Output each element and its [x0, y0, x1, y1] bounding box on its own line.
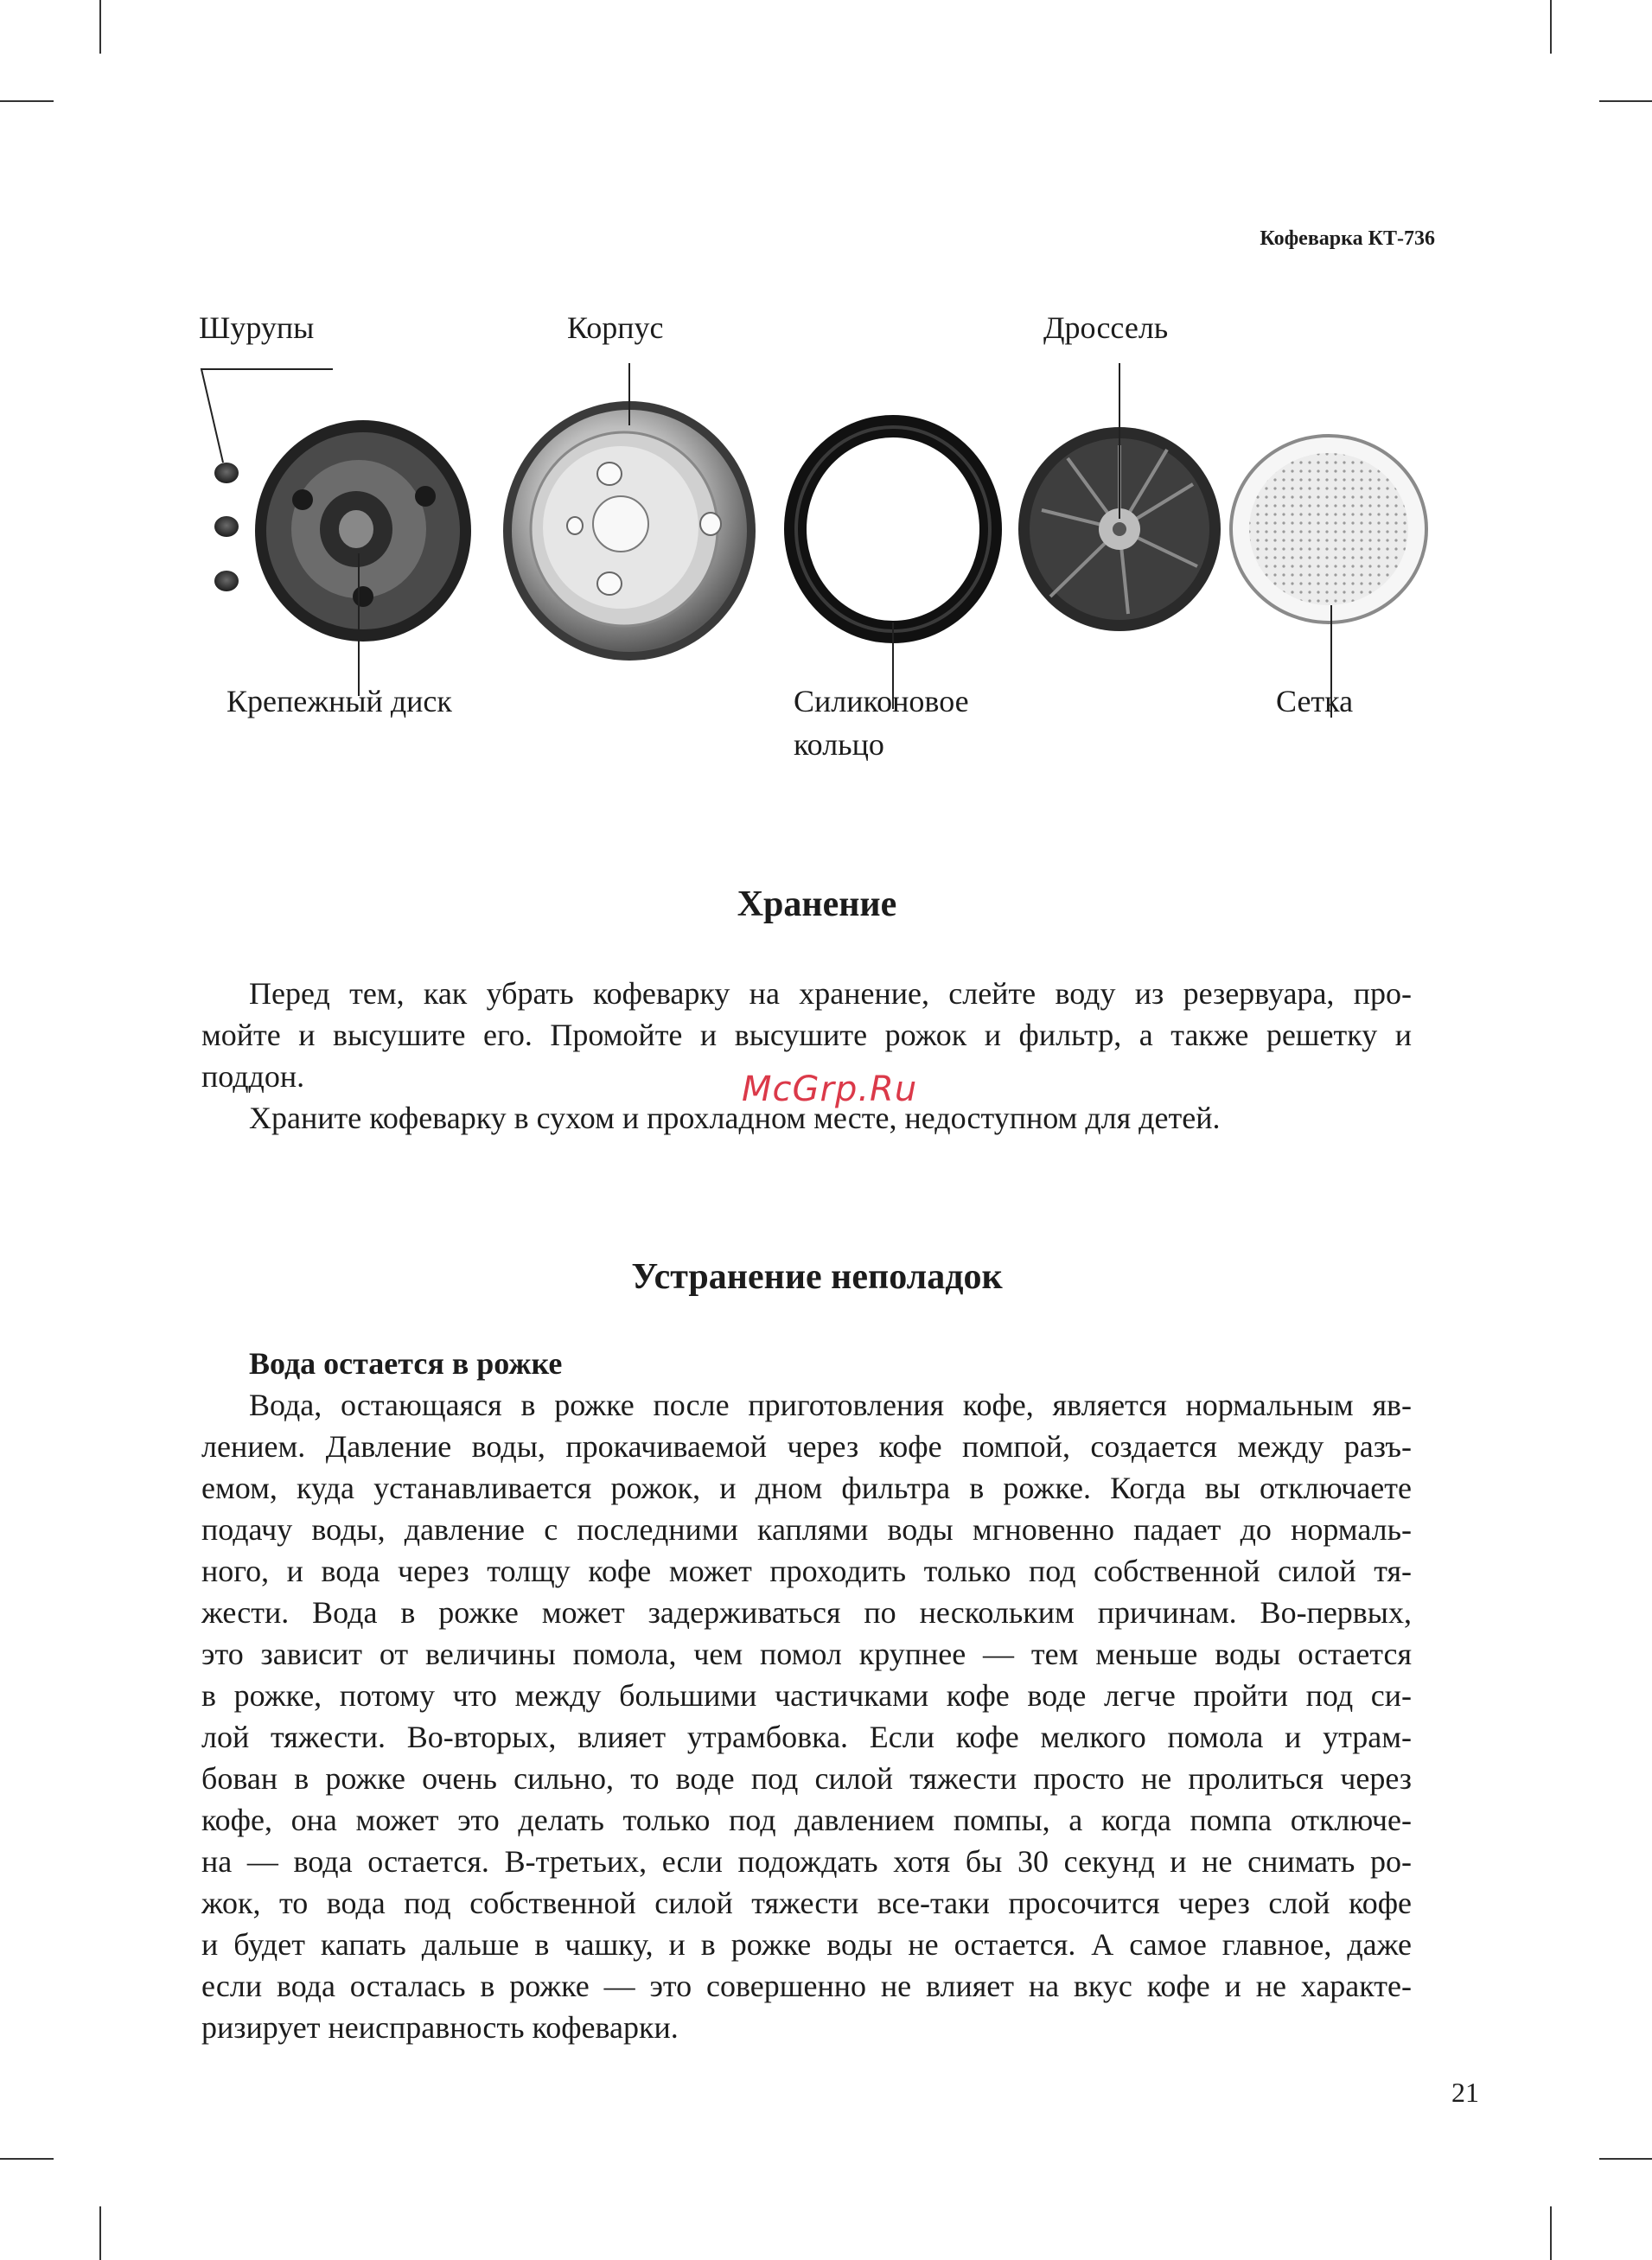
text-line: поддон. [201, 1059, 305, 1094]
text-line: на — вода остается. В-третьих, если подождать хотя бы 30 секунд и не снимать ро- [201, 1844, 1412, 1879]
text-line: бован в рожке очень сильно, то воде под силой тяжести просто не пролиться через [201, 1761, 1412, 1796]
label-throttle: Дроссель [1043, 310, 1169, 345]
label-silicone-ring-2: кольцо [794, 727, 884, 762]
text-line: подачу воды, давление с последними каплями воды мгновенно падает до нормаль- [201, 1512, 1412, 1547]
mount-disc-icon [255, 420, 471, 642]
text-line: в рожке, потому что между большими частичками кофе воде легче пройти под си- [201, 1678, 1412, 1713]
label-mesh: Сетка [1276, 684, 1354, 718]
parts-figure [0, 0, 1652, 778]
text-line: емом, куда устанавливается рожок, и дном фильтра в рожке. Когда вы отключаете [201, 1471, 1412, 1505]
storage-heading: Хранение [737, 884, 897, 924]
screw-icon [214, 463, 239, 591]
crop-mark [99, 2206, 101, 2260]
text-line: мойте и высушите его. Промойте и высушите рожок и фильтр, а также решетку и [201, 1018, 1412, 1052]
crop-mark [1550, 2206, 1552, 2260]
crop-mark [0, 2158, 54, 2160]
text-line: ризирует неисправность кофеварки. [201, 2010, 679, 2045]
text-line: и будет капать дальше в чашку, и в рожке воды не остается. А самое главное, даже [201, 1927, 1412, 1962]
running-header: Кофеварка КТ-736 [1260, 227, 1435, 250]
text-line: лой тяжести. Во-вторых, влияет утрамбовка. Если кофе мелкого помола и утрам- [201, 1720, 1412, 1754]
text-line: Вода, остающаяся в рожке после приготовления кофе, является нормальным яв- [249, 1388, 1412, 1422]
troubleshooting-heading: Устранение неполадок [631, 1257, 1003, 1297]
crop-mark [1599, 2158, 1652, 2160]
label-body: Корпус [567, 310, 664, 345]
mesh-icon [1231, 436, 1426, 622]
text-line: это зависит от величины помола, чем помол крупнее — тем меньше воды остается [201, 1637, 1412, 1671]
label-mount-disc: Крепежный диск [226, 684, 452, 718]
text-line: Перед тем, как убрать кофеварку на хранение, слейте воду из резервуара, про- [249, 976, 1412, 1011]
text-line: жок, то вода под собственной силой тяжести все-таки просочится через слой кофе [201, 1886, 1412, 1920]
watermark: McGrp.Ru [742, 1069, 918, 1109]
text-line: кофе, она может это делать только под давлением помпы, а когда помпа отключе- [201, 1803, 1412, 1837]
subheading: Вода остается в рожке [249, 1346, 563, 1381]
storage-paragraph [201, 973, 1412, 1139]
label-screws: Шурупы [199, 310, 315, 345]
text-line: если вода осталась в рожке — это совершенно не влияет на вкус кофе и не характе- [201, 1969, 1412, 2003]
troubleshooting-body [201, 1343, 1412, 2048]
silicone-ring-icon [784, 415, 1002, 643]
housing-icon [503, 401, 756, 661]
text-line: лением. Давление воды, прокачиваемой через кофе помпой, создается между разъ- [201, 1429, 1412, 1464]
label-silicone-ring: Силиконовое [794, 684, 969, 718]
text-line: Храните кофеварку в сухом и прохладном месте, недоступном для детей. [249, 1101, 1221, 1135]
text-line: жести. Вода в рожке может задерживаться по нескольким причинам. Во-первых, [201, 1595, 1412, 1630]
page-number: 21 [1451, 2077, 1479, 2108]
text-line: ного, и вода через толщу кофе может проходить только под собственной силой тя- [201, 1554, 1412, 1588]
